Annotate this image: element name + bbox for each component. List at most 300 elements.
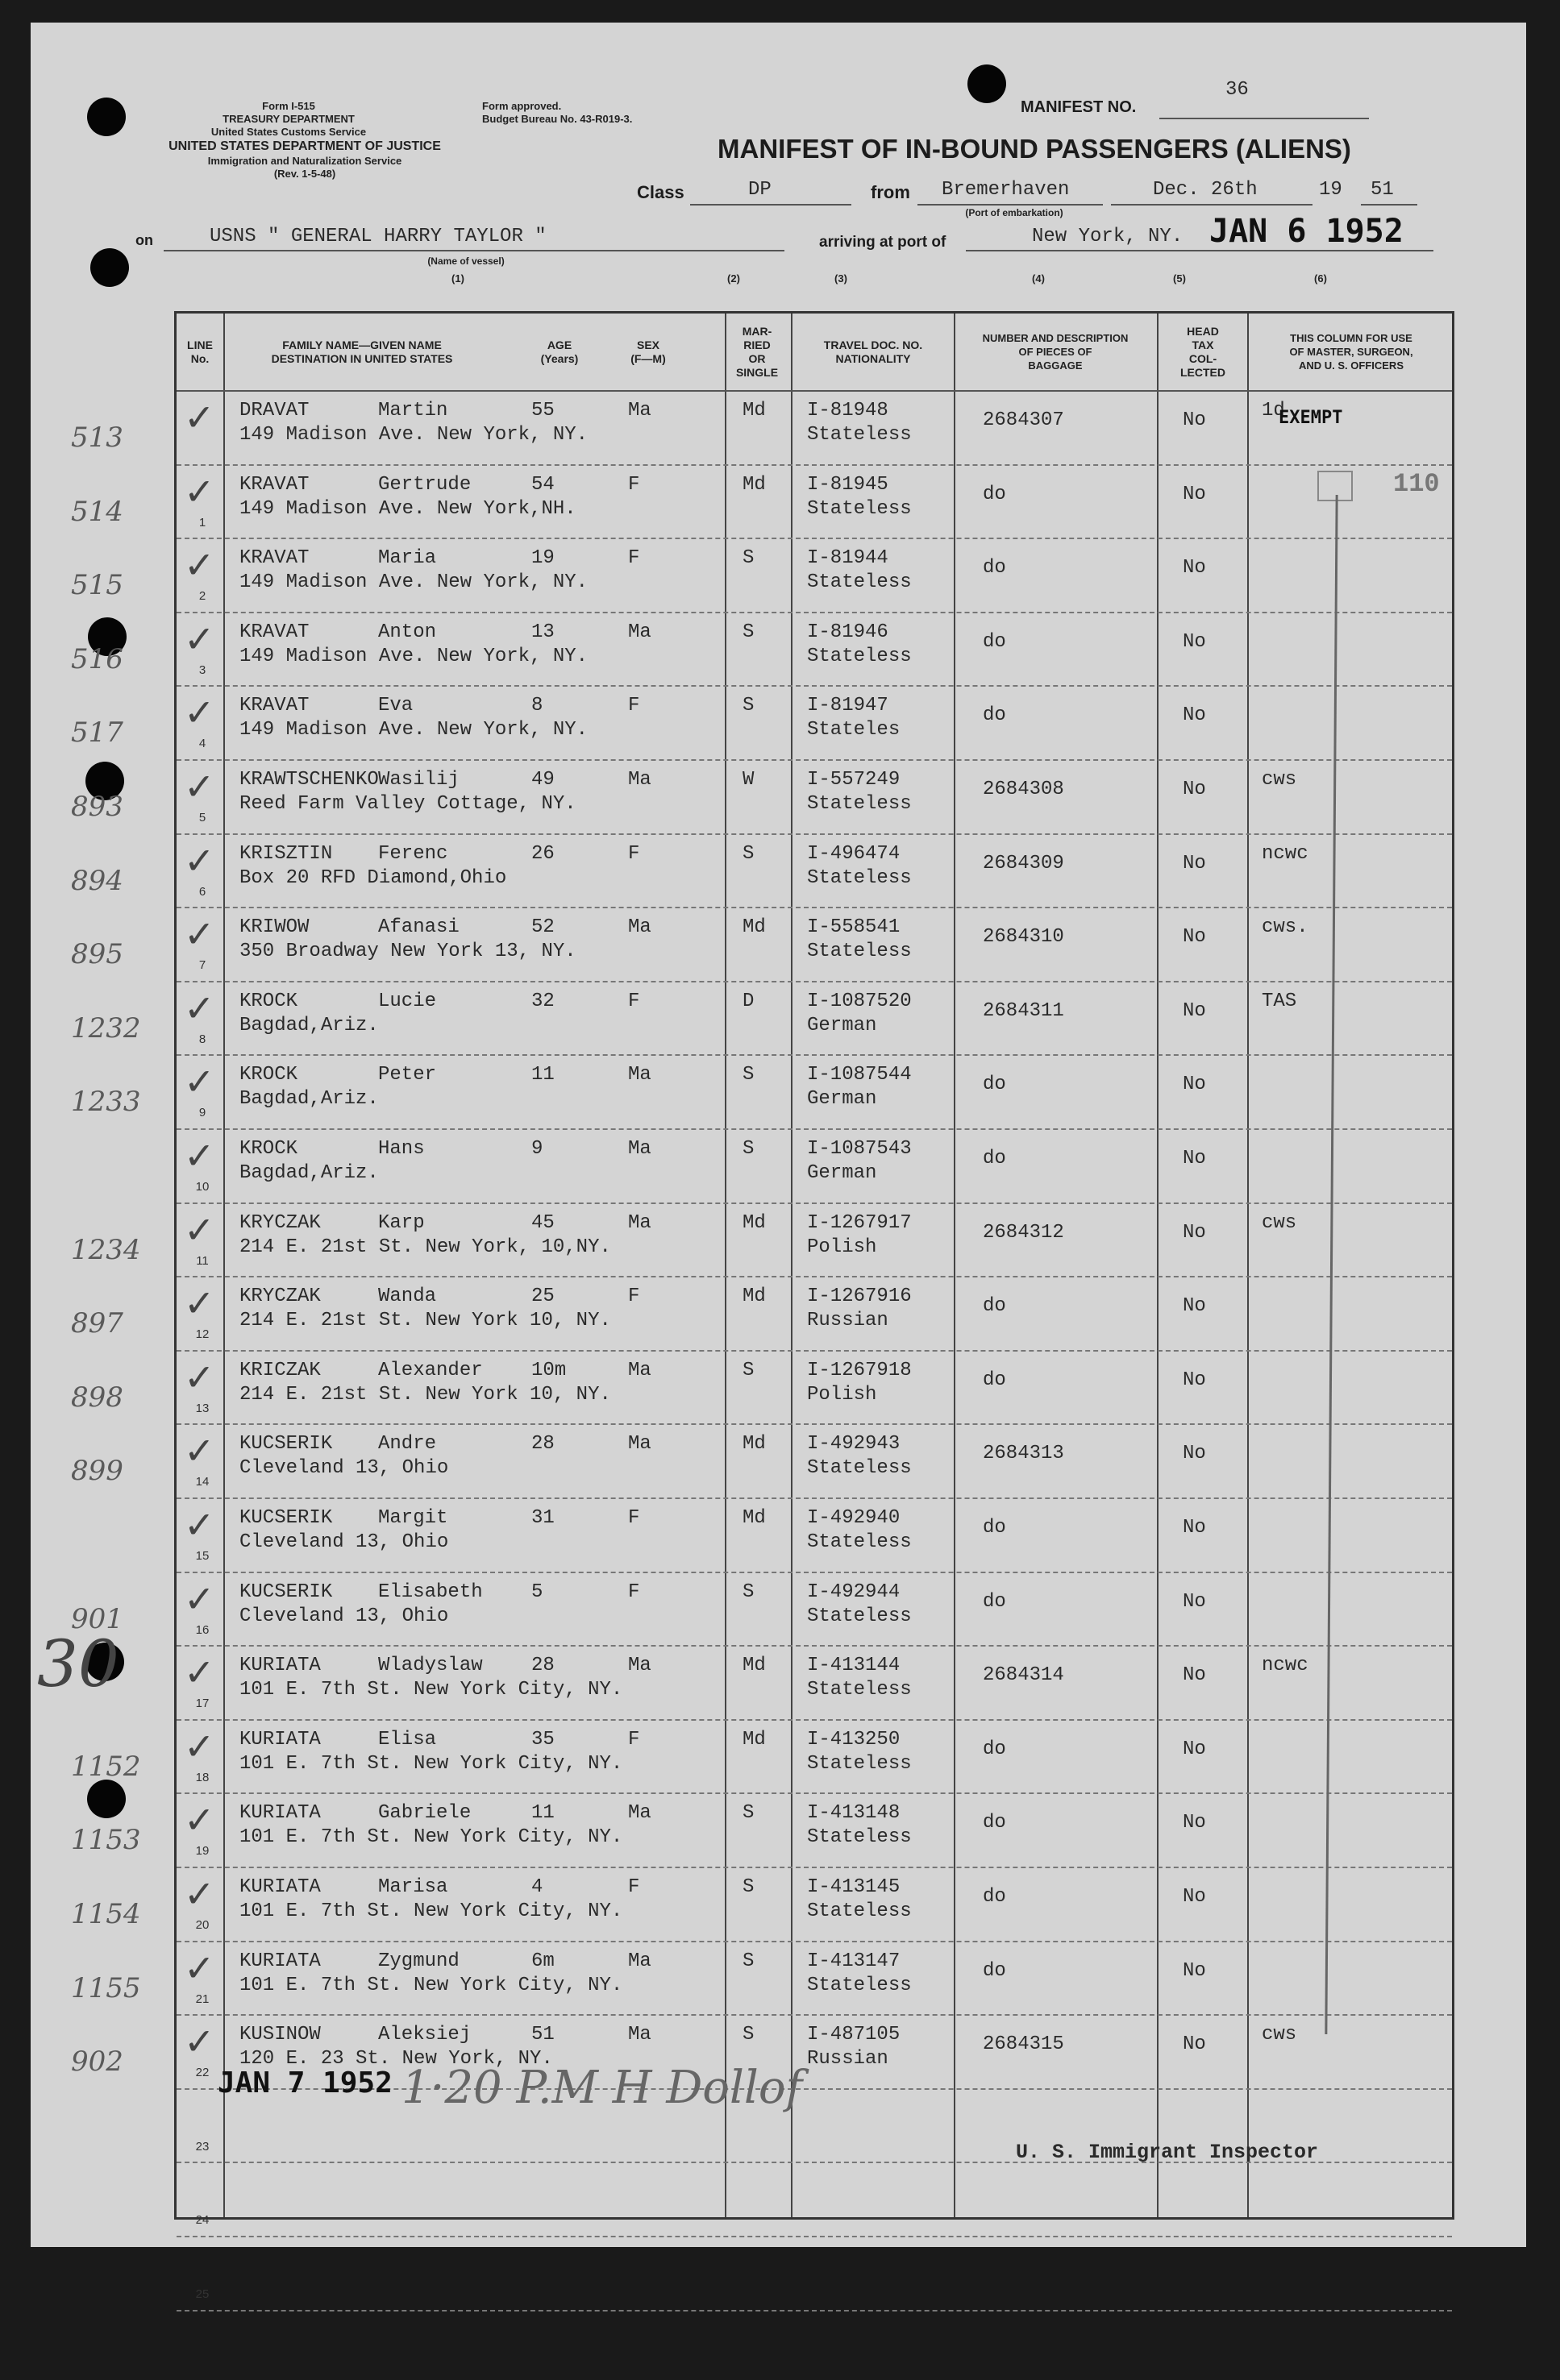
row-dest: Bagdad,Ariz. xyxy=(239,1088,379,1111)
row-tax: No xyxy=(1183,852,1206,874)
row-doc: I-1087544 xyxy=(807,1064,912,1086)
row-sex: Ma xyxy=(628,1655,651,1677)
row-name: KURIATA xyxy=(239,1802,321,1825)
row-tax: No xyxy=(1183,483,1206,505)
row-age: 11 xyxy=(531,1064,555,1086)
row-line: 11 xyxy=(196,1253,209,1268)
row-bag: do xyxy=(983,1148,1006,1169)
row-doc: I-487105 xyxy=(807,2024,901,2046)
service-name: Immigration and Naturalization Service (Rev. 1-5-48) xyxy=(207,155,402,180)
col-number-4: (4) xyxy=(1032,272,1045,285)
col-number-6: (6) xyxy=(1314,272,1327,285)
margin-register-number: 1155 xyxy=(71,1971,141,2004)
row-given: Gertrude xyxy=(378,473,472,496)
table-row xyxy=(177,908,1452,982)
arriving-label: arriving at port of xyxy=(819,234,946,251)
check-mark-icon: ✓ xyxy=(184,1724,215,1768)
row-tax: No xyxy=(1183,1664,1206,1687)
manifest-title: MANIFEST OF IN-BOUND PASSENGERS (ALIENS) xyxy=(718,134,1351,164)
check-mark-icon: ✓ xyxy=(184,765,215,808)
check-mark-icon: ✓ xyxy=(184,1798,215,1842)
row-doc: I-1087543 xyxy=(807,1138,912,1160)
from-label: from xyxy=(871,182,910,202)
row-nat: Stateless xyxy=(807,1826,912,1849)
row-ms: S xyxy=(743,2024,755,2046)
row-nat: Stateless xyxy=(807,1679,912,1701)
col-number-2: (2) xyxy=(727,272,740,285)
row-given: Aleksiej xyxy=(378,2024,472,2046)
col-header-head-tax: HEAD TAX COL- LECTED xyxy=(1180,324,1225,379)
margin-register-number: 1233 xyxy=(71,1086,141,1119)
row-age: 32 xyxy=(531,990,555,1012)
row-name: KRAVAT xyxy=(239,621,310,643)
row-tax: No xyxy=(1183,1074,1206,1096)
row-age: 13 xyxy=(531,621,555,643)
table-row xyxy=(177,2237,1452,2311)
row-age: 19 xyxy=(531,547,555,570)
row-bag: do xyxy=(983,1812,1006,1834)
row-age: 52 xyxy=(531,916,555,939)
row-nat: Stateless xyxy=(807,1752,912,1775)
row-ms: W xyxy=(743,769,755,791)
table-row xyxy=(177,613,1452,687)
margin-register-number: 1154 xyxy=(71,1898,141,1930)
table-row xyxy=(177,1499,1452,1573)
row-tax: No xyxy=(1183,1738,1206,1760)
exempt-stamp: EXEMPT xyxy=(1279,408,1343,428)
row-name: KRYCZAK xyxy=(239,1286,321,1308)
row-ms: Md xyxy=(743,916,766,939)
exempt-number: 110 xyxy=(1393,469,1440,499)
row-ms: S xyxy=(743,842,755,865)
row-given: Wasilij xyxy=(378,769,460,791)
row-name: KURIATA xyxy=(239,1950,321,1972)
row-dest: 120 E. 23 St. New York, NY. xyxy=(239,2048,553,2071)
row-doc: I-492944 xyxy=(807,1580,901,1603)
table-row xyxy=(177,1352,1452,1426)
row-off: cws xyxy=(1262,2024,1297,2046)
row-age: 35 xyxy=(531,1728,555,1751)
row-given: Hans xyxy=(378,1138,425,1160)
row-line: 23 xyxy=(195,2139,210,2154)
row-nat: Russian xyxy=(807,2048,888,2071)
row-sex: Ma xyxy=(628,1211,651,1234)
row-nat: Stateless xyxy=(807,1900,912,1922)
row-given: Zygmund xyxy=(378,1950,460,1972)
manifest-no-label: MANIFEST NO. xyxy=(1021,98,1137,116)
row-given: Afanasi xyxy=(378,916,460,939)
row-doc: I-1267917 xyxy=(807,1211,912,1234)
arrival-date-stamp: JAN 6 1952 xyxy=(1209,213,1404,250)
check-mark-icon: ✓ xyxy=(184,2020,215,2064)
col-header-travel-doc: TRAVEL DOC. NO. NATIONALITY xyxy=(823,338,923,365)
row-nat: Stateless xyxy=(807,1605,912,1627)
row-age: 6m xyxy=(531,1950,555,1972)
row-nat: Polish xyxy=(807,1383,877,1406)
row-sex: F xyxy=(628,473,640,496)
row-nat: Stateless xyxy=(807,941,912,963)
row-bag: 2684308 xyxy=(983,779,1064,800)
margin-register-number: 895 xyxy=(71,938,123,971)
row-line: 7 xyxy=(198,958,206,973)
row-tax: No xyxy=(1183,1295,1206,1318)
col-header-baggage: NUMBER AND DESCRIPTION OF PIECES OF BAGGAGE xyxy=(982,332,1129,372)
row-ms: Md xyxy=(743,1728,766,1751)
row-off: 1d xyxy=(1262,400,1285,422)
row-given: Anton xyxy=(378,621,437,643)
row-bag: do xyxy=(983,630,1006,653)
row-nat: Stateless xyxy=(807,866,912,889)
departure-date: Dec. 26th xyxy=(1153,179,1258,201)
row-age: 54 xyxy=(531,473,555,496)
row-name: KRAVAT xyxy=(239,695,310,717)
row-doc: I-1087520 xyxy=(807,990,912,1012)
binder-hole xyxy=(967,64,1006,103)
row-sex: Ma xyxy=(628,621,651,643)
row-given: Elisa xyxy=(378,1728,437,1751)
row-name: KROCK xyxy=(239,990,298,1012)
row-bag: 2684315 xyxy=(983,2033,1064,2056)
binder-hole xyxy=(87,98,126,136)
row-sex: Ma xyxy=(628,916,651,939)
manifest-no: 36 xyxy=(1225,79,1249,101)
row-sex: F xyxy=(628,1728,640,1751)
col-header-line: LINE No. xyxy=(187,338,213,365)
row-doc: I-413250 xyxy=(807,1728,901,1751)
row-line: 13 xyxy=(195,1401,210,1415)
margin-register-number: 1153 xyxy=(71,1824,141,1857)
table-row xyxy=(177,835,1452,909)
check-mark-icon: ✓ xyxy=(184,1946,215,1990)
row-age: 10m xyxy=(531,1359,567,1381)
table-row xyxy=(177,1130,1452,1204)
row-line: 1 xyxy=(198,515,206,530)
check-mark-icon: ✓ xyxy=(184,838,215,883)
row-ms: Md xyxy=(743,1433,766,1456)
table-row xyxy=(177,1573,1452,1647)
row-given: Wladyslaw xyxy=(378,1655,483,1677)
row-sex: F xyxy=(628,842,640,865)
row-tax: No xyxy=(1183,779,1206,800)
row-off: cws. xyxy=(1262,916,1308,939)
row-age: 28 xyxy=(531,1433,555,1456)
row-dest: 149 Madison Ave. New York, NY. xyxy=(239,424,589,446)
check-mark-icon: ✓ xyxy=(184,469,215,513)
vessel-caption: (Name of vessel) xyxy=(427,255,505,267)
col-number-1: (1) xyxy=(451,272,464,285)
year-suffix: 51 xyxy=(1371,179,1394,201)
row-name: KRAVAT xyxy=(239,547,310,570)
row-bag: do xyxy=(983,1738,1006,1760)
row-sex: Ma xyxy=(628,2024,651,2046)
table-row xyxy=(177,539,1452,613)
row-nat: Stateless xyxy=(807,424,912,446)
col-number-5: (5) xyxy=(1173,272,1186,285)
row-name: KURIATA xyxy=(239,1728,321,1751)
row-given: Alexander xyxy=(378,1359,483,1381)
bottom-date-stamp: JAN 7 1952 xyxy=(218,2066,393,2100)
row-line: 19 xyxy=(195,1844,210,1859)
row-age: 28 xyxy=(531,1655,555,1677)
row-off: ncwc xyxy=(1262,842,1308,865)
row-dest: 214 E. 21st St. New York 10, NY. xyxy=(239,1310,611,1332)
row-ms: Md xyxy=(743,400,766,422)
row-sex: F xyxy=(628,695,640,717)
col-header-sex: SEX (F—M) xyxy=(630,338,666,365)
row-bag: do xyxy=(983,1590,1006,1613)
row-dest: 149 Madison Ave. New York, NY. xyxy=(239,645,589,667)
row-line: 20 xyxy=(195,1918,210,1932)
row-line: 18 xyxy=(195,1770,210,1784)
row-bag: 2684313 xyxy=(983,1443,1064,1465)
row-doc: I-492940 xyxy=(807,1507,901,1529)
row-doc: I-496474 xyxy=(807,842,901,865)
row-bag: do xyxy=(983,704,1006,727)
binder-hole xyxy=(90,248,129,287)
row-dest: 350 Broadway New York 13, NY. xyxy=(239,941,576,963)
row-ms: Md xyxy=(743,1655,766,1677)
row-sex: Ma xyxy=(628,1064,651,1086)
row-line: 9 xyxy=(198,1106,206,1120)
row-dest: 149 Madison Ave. New York, NY. xyxy=(239,719,589,741)
row-given: Margit xyxy=(378,1507,448,1529)
row-off: TAS xyxy=(1262,990,1297,1012)
department-name: UNITED STATES DEPARTMENT OF JUSTICE xyxy=(168,139,441,153)
row-bag: 2684307 xyxy=(983,409,1064,431)
margin-register-number: 1232 xyxy=(71,1011,141,1045)
immigrant-inspector-label: U. S. Immigrant Inspector xyxy=(1016,2141,1319,2164)
row-age: 55 xyxy=(531,400,555,422)
row-sex: F xyxy=(628,1286,640,1308)
margin-register-number: 897 xyxy=(71,1307,123,1340)
row-dest: 101 E. 7th St. New York City, NY. xyxy=(239,1974,623,1996)
row-tax: No xyxy=(1183,409,1206,431)
row-bag: do xyxy=(983,1295,1006,1318)
arrival-port: New York, NY. xyxy=(1032,226,1184,247)
col-header-name: FAMILY NAME—GIVEN NAME DESTINATION IN UNITED STATES xyxy=(271,338,453,365)
row-off: cws xyxy=(1262,1211,1297,1234)
row-sex: F xyxy=(628,547,640,570)
row-name: KRAVAT xyxy=(239,473,310,496)
table-row xyxy=(177,761,1452,835)
check-mark-icon: ✓ xyxy=(184,1651,215,1695)
check-mark-icon: ✓ xyxy=(184,1576,215,1621)
row-doc: I-1267916 xyxy=(807,1286,912,1308)
row-tax: No xyxy=(1183,1590,1206,1613)
row-name: KURIATA xyxy=(239,1655,321,1677)
table-row xyxy=(177,1204,1452,1278)
row-given: Elisabeth xyxy=(378,1580,483,1603)
row-tax: No xyxy=(1183,1369,1206,1391)
row-age: 9 xyxy=(531,1138,543,1160)
row-age: 49 xyxy=(531,769,555,791)
row-dest: Cleveland 13, Ohio xyxy=(239,1457,449,1480)
row-doc: I-413145 xyxy=(807,1876,901,1898)
row-dest: 101 E. 7th St. New York City, NY. xyxy=(239,1900,623,1922)
row-tax: No xyxy=(1183,557,1206,579)
margin-register-number: 513 xyxy=(71,422,123,454)
row-tax: No xyxy=(1183,630,1206,653)
row-line: 22 xyxy=(195,2066,210,2080)
margin-register-number: 517 xyxy=(71,716,123,750)
row-tax: No xyxy=(1183,999,1206,1022)
row-sex: F xyxy=(628,1876,640,1898)
row-bag: do xyxy=(983,1369,1006,1391)
row-tax: No xyxy=(1183,926,1206,949)
row-line: 16 xyxy=(195,1622,210,1637)
row-given: Martin xyxy=(378,400,448,422)
row-name: DRAVAT xyxy=(239,400,310,422)
row-line: 15 xyxy=(195,1549,210,1563)
check-mark-icon: ✓ xyxy=(184,396,215,439)
row-given: Karp xyxy=(378,1211,425,1234)
check-mark-icon: ✓ xyxy=(184,1134,215,1178)
row-name: KRIWOW xyxy=(239,916,310,939)
table-row xyxy=(177,982,1452,1057)
port-of-embarkation: Bremerhaven xyxy=(942,179,1070,201)
row-ms: S xyxy=(743,547,755,570)
row-name: KUCSERIK xyxy=(239,1580,333,1603)
form-number-block: Form I-515 TREASURY DEPARTMENT United States Customs Service xyxy=(210,100,367,138)
margin-register-number: 902 xyxy=(71,2046,123,2079)
row-line: 10 xyxy=(195,1180,210,1194)
class-label: Class xyxy=(637,182,684,202)
row-tax: No xyxy=(1183,2033,1206,2056)
form-approved: Form approved. Budget Bureau No. 43-R019-3. xyxy=(482,100,633,125)
passenger-table xyxy=(174,311,1454,2301)
row-doc: I-413147 xyxy=(807,1950,901,1972)
check-mark-icon: ✓ xyxy=(184,1207,215,1252)
year-prefix: 19 xyxy=(1319,179,1342,201)
row-doc: I-413144 xyxy=(807,1655,901,1677)
check-mark-icon: ✓ xyxy=(184,1281,215,1326)
margin-register-number: 898 xyxy=(71,1381,123,1414)
margin-register-number: 515 xyxy=(71,569,123,602)
col-number-3: (3) xyxy=(834,272,847,285)
class-value: DP xyxy=(748,179,772,201)
table-row xyxy=(177,687,1452,761)
inspector-signature: 1·20 P.M H Dollof xyxy=(401,2062,803,2114)
row-bag: 2684312 xyxy=(983,1221,1064,1244)
row-sex: F xyxy=(628,1580,640,1603)
row-name: KRAWTSCHENKO xyxy=(239,769,379,791)
row-bag: do xyxy=(983,1886,1006,1908)
table-row xyxy=(177,1277,1452,1352)
row-tax: No xyxy=(1183,1886,1206,1908)
row-sex: Ma xyxy=(628,1950,651,1972)
row-given: Peter xyxy=(378,1064,437,1086)
row-tax: No xyxy=(1183,1517,1206,1539)
row-ms: S xyxy=(743,1950,755,1972)
margin-register-number: 1152 xyxy=(71,1750,141,1783)
row-ms: S xyxy=(743,1138,755,1160)
row-name: KRICZAK xyxy=(239,1359,321,1381)
row-off: ncwc xyxy=(1262,1655,1308,1677)
row-ms: S xyxy=(743,1876,755,1898)
row-nat: Stateles xyxy=(807,719,901,741)
row-ms: Md xyxy=(743,1286,766,1308)
row-given: Gabriele xyxy=(378,1802,472,1825)
table-row xyxy=(177,1868,1452,1942)
check-mark-icon: ✓ xyxy=(184,617,215,661)
check-mark-icon: ✓ xyxy=(184,1060,215,1104)
margin-register-number: 1234 xyxy=(71,1233,141,1266)
check-mark-icon: ✓ xyxy=(184,912,215,957)
row-doc: I-81947 xyxy=(807,695,888,717)
row-bag: do xyxy=(983,1959,1006,1982)
row-name: KUCSERIK xyxy=(239,1507,333,1529)
row-given: Ferenc xyxy=(378,842,448,865)
table-row xyxy=(177,1794,1452,1868)
row-name: KURIATA xyxy=(239,1876,321,1898)
row-given: Andre xyxy=(378,1433,437,1456)
row-age: 26 xyxy=(531,842,555,865)
port-embarkation-caption: (Port of embarkation) xyxy=(965,207,1063,218)
row-nat: Russian xyxy=(807,1310,888,1332)
check-mark-icon: ✓ xyxy=(184,543,215,588)
row-doc: I-558541 xyxy=(807,916,901,939)
row-bag: 2684311 xyxy=(983,999,1064,1022)
row-doc: I-492943 xyxy=(807,1433,901,1456)
row-bag: 2684310 xyxy=(983,926,1064,949)
row-line: 2 xyxy=(198,589,206,604)
row-given: Eva xyxy=(378,695,414,717)
row-doc: I-557249 xyxy=(807,769,901,791)
check-mark-icon: ✓ xyxy=(184,1429,215,1473)
row-line: 24 xyxy=(195,2213,210,2228)
row-ms: S xyxy=(743,1580,755,1603)
row-ms: D xyxy=(743,990,755,1012)
row-dest: 149 Madison Ave. New York,NH. xyxy=(239,497,576,520)
row-tax: No xyxy=(1183,704,1206,727)
row-sex: F xyxy=(628,1507,640,1529)
row-doc: I-1267918 xyxy=(807,1359,912,1381)
row-given: Wanda xyxy=(378,1286,437,1308)
row-line: 8 xyxy=(198,1032,206,1046)
row-dest: Box 20 RFD Diamond,Ohio xyxy=(239,866,507,889)
row-dest: Cleveland 13, Ohio xyxy=(239,1605,449,1627)
table-row xyxy=(177,1056,1452,1130)
table-row xyxy=(177,2163,1452,2237)
row-ms: Md xyxy=(743,1211,766,1234)
row-nat: Polish xyxy=(807,1236,877,1258)
manifest-page xyxy=(31,23,1526,2301)
row-name: KRYCZAK xyxy=(239,1211,321,1234)
row-age: 5 xyxy=(531,1580,543,1603)
margin-register-number: 894 xyxy=(71,864,123,897)
row-line: 12 xyxy=(195,1327,210,1342)
table-row xyxy=(177,466,1452,540)
row-given: Maria xyxy=(378,547,437,570)
vessel-name: USNS " GENERAL HARRY TAYLOR " xyxy=(210,226,547,247)
row-line: 17 xyxy=(195,1697,210,1711)
row-age: 51 xyxy=(531,2024,555,2046)
row-doc: I-81944 xyxy=(807,547,888,570)
row-age: 8 xyxy=(531,695,543,717)
row-age: 25 xyxy=(531,1286,555,1308)
row-bag: 2684314 xyxy=(983,1664,1064,1687)
margin-register-number: 893 xyxy=(71,791,123,823)
table-row xyxy=(177,1721,1452,1795)
row-line: 4 xyxy=(198,737,206,751)
table-row xyxy=(177,1425,1452,1499)
row-bag: do xyxy=(983,1517,1006,1539)
row-line: 21 xyxy=(195,1992,210,2006)
margin-register-number: 514 xyxy=(71,495,123,528)
row-name: KUSINOW xyxy=(239,2024,321,2046)
row-name: KUCSERIK xyxy=(239,1433,333,1456)
row-dest: 214 E. 21st St. New York, 10,NY. xyxy=(239,1236,611,1258)
